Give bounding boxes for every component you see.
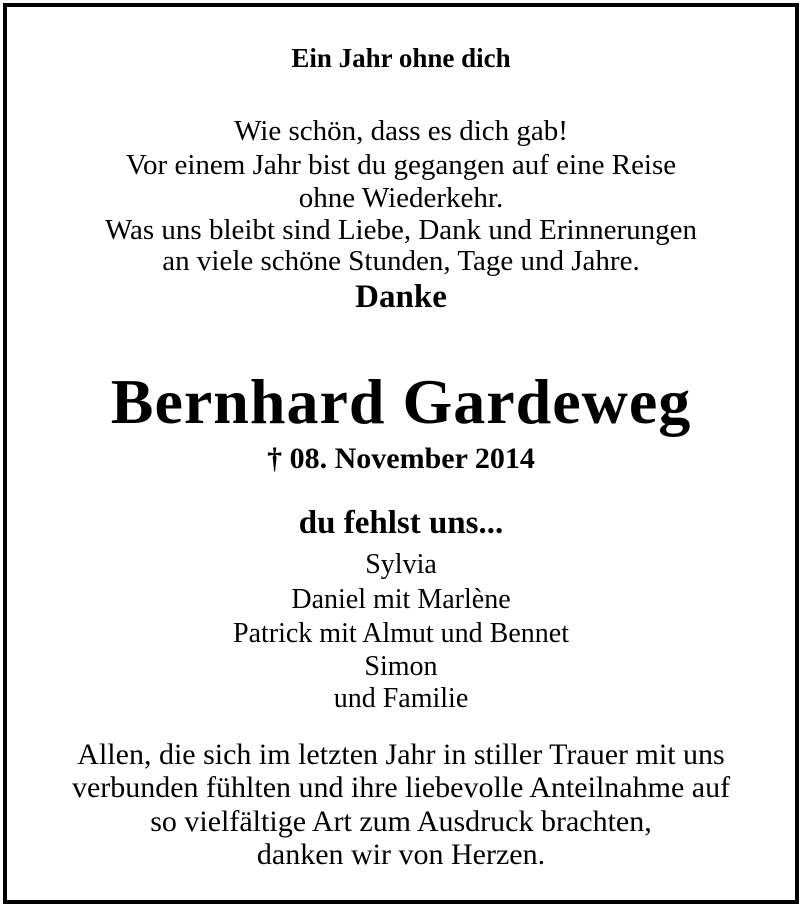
obituary-notice [3, 3, 799, 904]
family-member: Daniel mit Marlène [291, 584, 511, 615]
poem-line: Was uns bleibt sind Liebe, Dank und Erinnerungen [104, 214, 698, 246]
family-member: Simon [364, 651, 438, 682]
deceased-name: Bernhard Gardeweg [110, 366, 692, 437]
death-date: † 08. November 2014 [267, 442, 535, 475]
family-member: Sylvia [365, 549, 437, 580]
poem-line: an viele schöne Stunden, Tage und Jahre. [162, 245, 640, 277]
headline: Ein Jahr ohne dich [291, 43, 511, 73]
thanks-line: verbunden fühlten und ihre liebevolle Anteilnahme auf [71, 771, 731, 804]
family-member: Patrick mit Almut und Bennet [233, 618, 569, 649]
thanks-line: danken wir von Herzen. [256, 838, 546, 871]
family-member: und Familie [333, 683, 469, 714]
poem-line: Wie schön, dass es dich gab! [234, 115, 568, 147]
danke-heading: Danke [355, 279, 447, 315]
thanks-line: Allen, die sich im letzten Jahr in stiller Trauer mit uns [77, 738, 725, 771]
thanks-line: so vielfältige Art zum Ausdruck brachten, [150, 805, 652, 838]
poem-line: Vor einem Jahr bist du gegangen auf eine Reise [125, 149, 677, 181]
miss-line: du fehlst uns... [298, 505, 504, 541]
poem-line: ohne Wiederkehr. [298, 182, 504, 214]
